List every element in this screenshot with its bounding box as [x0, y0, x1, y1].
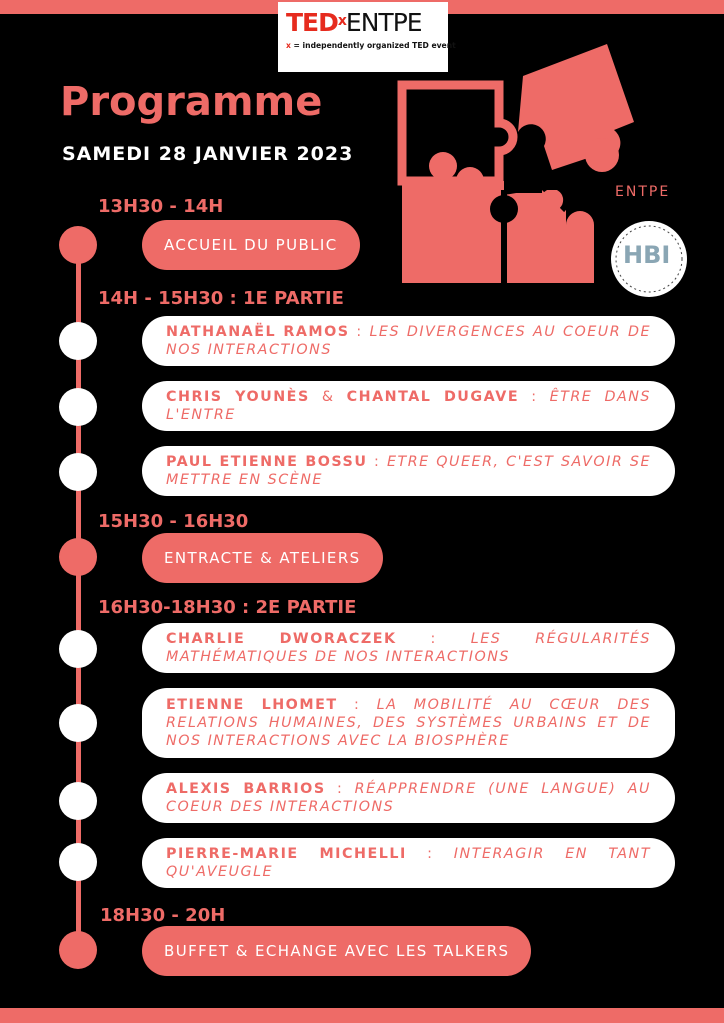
timeline-dot	[59, 704, 97, 742]
talk-card: NATHANAËL RAMOS : LES DIVERGENCES AU COEUR DE NOS INTERACTIONS	[142, 316, 675, 366]
time-slot-2: 14H - 15H30 : 1E PARTIE	[98, 288, 344, 309]
timeline-dot	[59, 782, 97, 820]
talk-card: PIERRE-MARIE MICHELLI : INTERAGIR EN TANT QU'AVEUGLE	[142, 838, 675, 888]
timeline-dot	[59, 931, 97, 969]
talk-card: PAUL ETIENNE BOSSU : ETRE QUEER, C'EST SAVOIR SE METTRE EN SCÈNE	[142, 446, 675, 496]
hbi-logo: HBI	[611, 221, 687, 297]
timeline-dot	[59, 630, 97, 668]
time-slot-3: 15H30 - 16H30	[98, 511, 249, 532]
time-slot-4: 16H30-18H30 : 2E PARTIE	[98, 597, 357, 618]
talk-card: CHRIS YOUNÈS & CHANTAL DUGAVE : ÊTRE DANS L'ENTRE	[142, 381, 675, 431]
tedx-entpe-logo: TED$^x$ENTPE x = independently organized TED event	[278, 2, 448, 72]
puzzle-pieces-illustration	[394, 40, 644, 290]
event-date: SAMEDI 28 JANVIER 2023	[62, 143, 354, 165]
time-slot-5: 18H30 - 20H	[100, 905, 226, 926]
time-slot-1: 13H30 - 14H	[98, 196, 224, 217]
talk-card: ALEXIS BARRIOS : RÉAPPRENDRE (UNE LANGUE) AU COEUR DES INTERACTIONS	[142, 773, 675, 823]
entpe-label: ENTPE	[615, 184, 671, 200]
session-break: ENTRACTE & ATELIERS	[142, 533, 383, 583]
session-buffet: BUFFET & ECHANGE AVEC LES TALKERS	[142, 926, 531, 976]
timeline-dot	[59, 538, 97, 576]
talk-card: CHARLIE DWORACZEK : LES RÉGULARITÉS MATHÉMATIQUES DE NOS INTERACTIONS	[142, 623, 675, 673]
session-welcome: ACCUEIL DU PUBLIC	[142, 220, 360, 270]
timeline-dot	[59, 226, 97, 264]
bottom-accent-bar	[0, 1008, 724, 1023]
timeline-dot	[59, 388, 97, 426]
timeline-dot	[59, 843, 97, 881]
page-title: Programme	[60, 79, 323, 125]
talk-card: ETIENNE LHOMET : LA MOBILITÉ AU CŒUR DES RELATIONS HUMAINES, DES SYSTÈMES URBAINS ET DE NOS INTERACTIONS AVEC LA BIOSPHÈRE	[142, 688, 675, 758]
timeline-dot	[59, 322, 97, 360]
timeline-dot	[59, 453, 97, 491]
